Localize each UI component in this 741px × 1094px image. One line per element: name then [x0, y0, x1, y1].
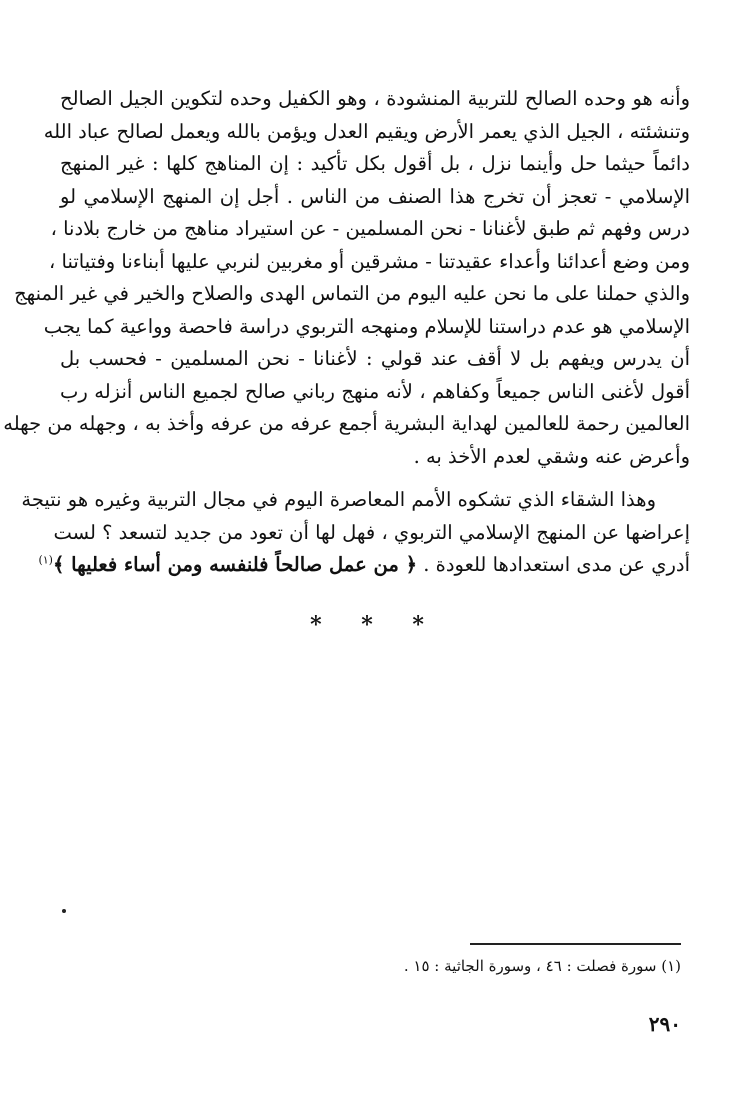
book-page	[3, 0, 690, 1094]
margin-dot	[62, 909, 66, 913]
paragraph-2	[21, 484, 690, 582]
text-line: ومن وضع أعدائنا وأعداء عقيدتنا - مشرقين أو مغربين لنربي عليها أبناءنا وفتياتنا ،	[49, 249, 690, 273]
text-line: الإسلامي - تعجز أن تخرج هذا الصنف من الناس . أجل إن المنهج الإسلامي لو	[60, 184, 690, 208]
text-line: والذي حملنا على ما نحن عليه اليوم من التماس الهدى والصلاح والخير في غير المنهج	[14, 282, 690, 305]
text-line: الإسلامي هو عدم دراستنا للإسلام ومنهجه التربوي دراسة فاحصة وواعية كما يجب	[43, 314, 690, 338]
text-line: وأعرض عنه وشقي لعدم الأخذ به .	[413, 444, 690, 468]
paragraph-1	[3, 83, 690, 473]
text-line: وتنشئته ، الجيل الذي يعمر الأرض ويقيم العدل ويؤمن بالله ويعمل لصالح عباد الله	[43, 119, 690, 143]
text-line: دائماً حيثما حل وأينما نزل ، بل أقول بكل تأكيد : إن المناهج كلها : غير المنهج	[60, 152, 690, 175]
text-line: إعراضها عن المنهج الإسلامي التربوي ، فهل لها أن تعود من جديد لتسعد ؟ لست	[53, 520, 690, 544]
footnote-reference: (١)	[38, 553, 53, 567]
text-line: العالمين رحمة للعالمين لهداية البشرية أجمع عرفه من عرفه وأخذ به ، وجهله من جهله	[3, 412, 690, 435]
text-line: درس وفهم ثم طبق لأغنانا - نحن المسلمين - عن استيراد مناهج من خارج بلادنا ،	[50, 217, 690, 240]
text-segment: أدري عن مدى استعدادها للعودة .	[423, 553, 690, 576]
footnote: (١) سورة فصلت : ٤٦ ، وسورة الجاثية : ١٥ .	[403, 957, 681, 975]
text-line: وأنه هو وحده الصالح للتربية المنشودة ، وهو الكفيل وحده لتكوين الجيل الصالح	[60, 87, 690, 110]
page-number: ٢٩٠	[648, 1012, 681, 1036]
footnote-divider	[470, 943, 681, 945]
section-separator: * * *	[310, 612, 440, 638]
text-line: أقول لأغنى الناس جميعاً وكفاهم ، لأنه منهج رباني صالح لجميع الناس أنزله رب	[60, 379, 690, 403]
text-line: أن يدرس ويفهم بل لا أقف عند قولي : لأغنانا - نحن المسلمين - فحسب بل	[60, 347, 690, 370]
text-line: وهذا الشقاء الذي تشكوه الأمم المعاصرة اليوم في مجال التربية وغيره هو نتيجة	[21, 488, 656, 511]
quran-quote: ﴿ من عمل صالحاً فلنفسه ومن أساء فعليها ﴾	[52, 553, 417, 576]
text-line-with-quote	[38, 549, 690, 582]
body-text	[3, 83, 690, 582]
